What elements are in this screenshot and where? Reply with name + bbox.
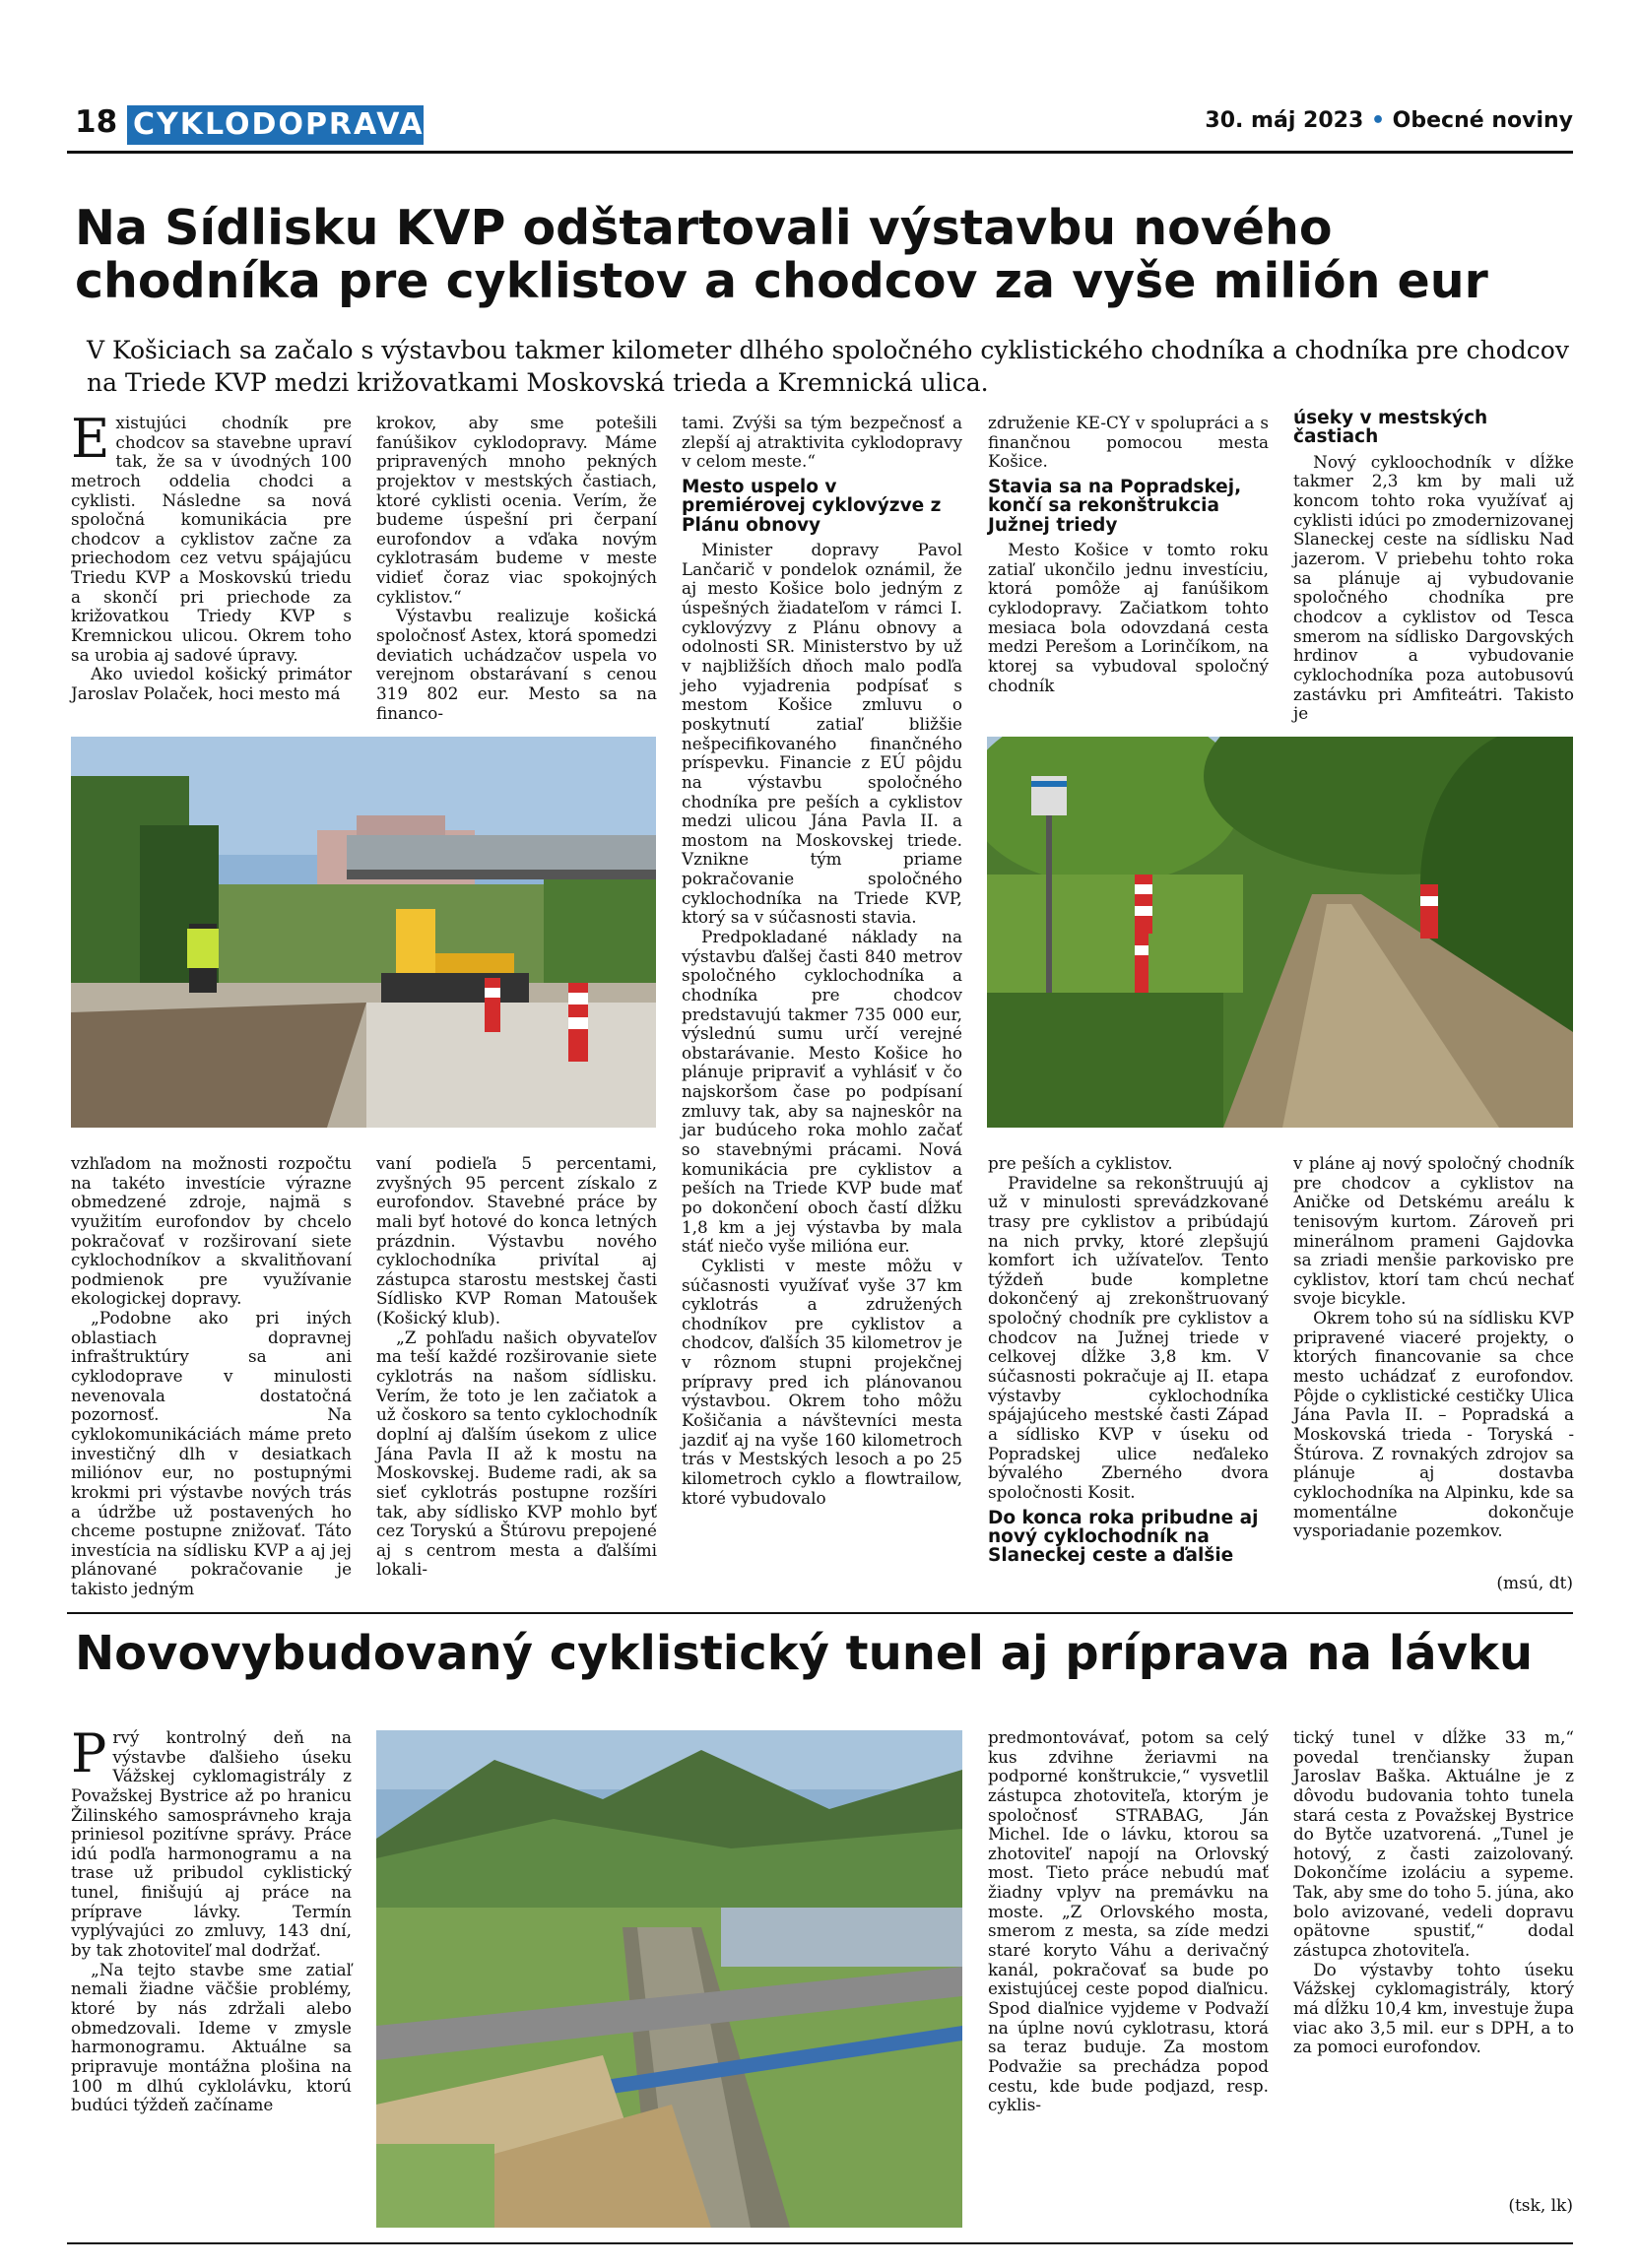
- author-credit: (tsk, lk): [1508, 2196, 1573, 2216]
- construction-photo: [71, 737, 656, 1128]
- paragraph: Nový cykloochodník v dĺžke takmer 2,3 km by mali už koncom tohto roka využívať aj cyklisti idúci po zmodernizovanej Slaneckej ceste na sídlisku Nad jazerom. V priebehu tohto roka sa plánuje aj vybudovanie spoločného chodníka pre chodcov a cyklistov od Tesca smerom na sídlisko Dargovských hrdinov a vybudovanie cyklochodníka poza autobusovú zastávku pri Amfiteátri. Takisto je: [1293, 451, 1574, 724]
- paragraph: Do výstavby tohto úseku Vážskej cyklomagistrály, ktorý má dĺžku 10,4 km, investuje župa viac ako 3,5 mil. eur s DPH, a to za pomoci eurofondov.: [1293, 1959, 1574, 2057]
- header-rule: [67, 151, 1573, 154]
- paragraph: „Na tejto stavbe sme zatiaľ nemali žiadne väčšie problémy, ktoré by nás zdržali alebo obmedzovali. Ideme v zmysle harmonogramu. Aktuálne sa pripravuje montážna plošina na 100 m dlhú cyklolávku, ktorú budúci týždeň začíname: [71, 1959, 352, 2115]
- publication-name: Obecné noviny: [1392, 108, 1573, 133]
- paragraph: Mesto Košice v tomto roku zatiaľ ukončilo jednu investíciu, ktorá pomôže aj fanúšikom cyklodopravy. Začiatkom tohto mesiaca bola odovzdaná cesta medzi Perešom a Lorinčíkom, na ktorej sa vybudoval spoločný chodník: [988, 540, 1269, 695]
- subheading: úseky v mestských častiach: [1293, 408, 1488, 448]
- article2-headline: Novovybudovaný cyklistický tunel aj príprava na lávku: [75, 1626, 1533, 1681]
- a2-col1: [71, 1722, 352, 2115]
- paragraph: „Z pohľadu našich obyvateľov ma teší každé rozširovanie siete cyklotrás na našom sídlisku. Verím, že toto je len začiatok a už čoskoro sa tento cyklochodník doplní aj ďalším úsekom z ulice Jána Pavla II až k mostu na Moskovskej. Budeme radi, ak sa sieť cyklotrás postupne rozšíri tak, aby sídlisko KVP mohlo byť cez Toryskú a Štúrovu prepojené aj s centrom mesta a ďalšími lokali-: [376, 1327, 657, 1580]
- footer-rule: [67, 2242, 1573, 2244]
- section-label: CYKLODOPRAVA: [127, 105, 424, 145]
- subheading: Stavia sa na Popradskej, končí sa rekonštrukcia Južnej triedy: [988, 476, 1242, 536]
- a1-col5-bottom: [1293, 1154, 1574, 1541]
- article1-lead: V Košiciach sa začalo s výstavbou takmer kilometer dlhého spoločného cyklistického chodníka a chodníka pre chodcov na Triede KVP medzi križovatkami Moskovská trieda a Kremnická ulica.: [87, 336, 1569, 397]
- paragraph: vzhľadom na možnosti rozpočtu na takéto investície výrazne obmedzené zdroje, najmä s využitím eurofondov by chcelo pokračovať v rozširovaní siete cyklochodníkov a skvalitňovaní podmienok pre využívanie ekologickej dopravy.: [71, 1153, 352, 1309]
- paragraph: Cyklisti v meste môžu v súčasnosti využívať vyše 37 km cyklotrás a združených chodníkov pre cyklistov a chodcov, ďalších 35 kilometrov je v rôznom stupni projekčnej prípravy pred ich plánovanou výstavbou. Okrem toho môžu Košičania a návštevníci mesta jazdiť aj na vyše 160 kilometroch trás v Mestských lesoch a po 25 kilometroch cyklo a flowtrailow, ktoré vybudovalo: [682, 1255, 962, 1508]
- paragraph: tický tunel v dĺžke 33 m,“ povedal trenčiansky župan Jaroslav Baška. Aktuálne je z dôvodu budovania tohto tunela stará cesta z Považskej Bystrice do Bytče uzatvorená. „Tunel je hotový, z časti zaizolovaný. Dokončíme izoláciu a sypeme. Tak, aby sme do toho 5. júna, ako bolo avizované, vedeli dopravu opätovne spustiť,“ dodal zástupca zhotoviteľa.: [1293, 1727, 1574, 1961]
- paragraph: vaní podieľa 5 percentami, zvyšných 95 percent získalo z eurofondov. Stavebné práce by mali byť hotové do konca letných prázdnin. Výstavbu nového cyklochodníka privítal aj zástupca starostu mestskej časti Sídlisko KVP Roman Matoušek (Košický klub).: [376, 1153, 657, 1328]
- paragraph: krokov, aby sme potešili fanúšikov cyklodopravy. Máme pripravených mnoho pekných projektov v mestských častiach, ktoré cyklisti ocenia. Verím, že budeme úspešní pri čerpaní eurofondov a vďaka novým cyklotrasám budeme v meste vidieť čoraz viac spokojných cyklistov.“: [376, 413, 657, 607]
- a1-col3: [682, 414, 962, 1508]
- a1-col4-bottom: [988, 1154, 1269, 1572]
- paragraph: tami. Zvýši sa tým bezpečnosť a zlepší aj atraktivita cyklodopravy v celom meste.“: [682, 413, 962, 472]
- a1-col1-top: [71, 408, 352, 704]
- drop-cap: E: [71, 408, 110, 470]
- paragraph: Minister dopravy Pavol Lančarič v pondelok oznámil, že aj mesto Košice bolo jedným z úspešných žiadateľom v rámci I. cyklovýzvy z Plánu obnovy a odolnosti SR. Ministerstvo by už v najbližších dňoch malo podľa jeho vyjadrenia podpísať s mestom Košice zmluvu o poskytnutí zatiaľ bližšie nešpecifikovaného finančného príspevku. Financie z EÚ pôjdu na výstavbu spoločného chodníka pre peších a cyklistov medzi ulicou Jána Pavla II. a mostom na Moskovskej triede. Vznikne tým priame pokračovanie spoločného cyklochodníka na Triede KVP, ktorý sa v súčasnosti stavia.: [682, 540, 962, 928]
- page-number: 18: [75, 104, 118, 140]
- a1-col2-top: [376, 414, 657, 723]
- issue-info: [1205, 108, 1573, 133]
- separator-dot: •: [1370, 108, 1385, 133]
- a1-col1-bottom: [71, 1154, 352, 1599]
- article-divider: [67, 1612, 1573, 1614]
- river-aerial-photo: [376, 1730, 962, 2228]
- a2-col3: [1293, 1728, 1574, 2057]
- paragraph: „Podobne ako pri iných oblastiach dopravnej infraštruktúry sa ani cyklodoprave v minulosti nevenovala dostatočná pozornosť. Na cyklokomunikáciách máme preto investičný dlh v desiatkach miliónov eur, no postupnými krokmi pri výstavbe nových trás a údržbe už postavených ho chceme postupne znižovať. Táto investícia na sídlisku KVP a aj jej plánované pokračovanie je takisto jedným: [71, 1308, 352, 1599]
- subheading: Do konca roka pribudne aj nový cyklochodník na Slaneckej ceste a ďalšie: [988, 1507, 1259, 1567]
- paragraph: v pláne aj nový spoločný chodník pre chodcov a cyklistov na Aničke od Detskému areálu k tenisovým kurtom. Zároveň pri minerálnom prameni Gajdovka sa zriadi menšie parkovisko pre cyklistov, ktorí tam chcú nechať svoje bicykle.: [1293, 1153, 1574, 1309]
- a1-col2-bottom: [376, 1154, 657, 1580]
- article1-headline: Na Sídlisku KVP odštartovali výstavbu nového chodníka pre cyklistov a chodcov za vyše milión eur: [75, 200, 1488, 309]
- paragraph: združenie KE-CY v spolupráci a s finančnou pomocou mesta Košice.: [988, 413, 1269, 472]
- path-photo: [987, 737, 1573, 1128]
- paragraph: predmontovávať, potom sa celý kus zdvihne žeriavmi na podporné konštrukcie,“ vysvetlil zástupca zhotoviteľa, ktorým je spoločnosť STRABAG, Ján Michel. Ide o lávku, ktorou sa zhotoviteľ napojí na Orlovský most. Tieto práce nebudú mať žiadny vplyv na premávku na moste. „Z Orlovského mosta, smerom z mesta, sa zíde medzi staré koryto Váhu a derivačný kanál, pokračovať sa bude po existujúcej ceste popod diaľnicu. Spod diaľnice vyjdeme v Podvaží na úplne novú cyklotrasu, ktorá sa teraz buduje. Za mostom Podvažie sa prechádza popod cestu, kde bude podjazd, resp. cyklis-: [988, 1727, 1269, 2115]
- paragraph: xistujúci chodník pre chodcov sa stavebne upraví tak, že sa v úvodných 100 metroch oddelia chodci a cyklisti. Následne sa nová spoločná komunikácia pre chodcov a cyklistov začne za priechodom cez vetvu spájajúcu Triedu KVP a Moskovskú triedu a skončí pri priechode za križovatkou Triedy KVP s Kremnickou ulicou. Okrem toho sa urobia aj sadové úpravy.: [71, 413, 352, 665]
- paragraph: pre peších a cyklistov.: [988, 1153, 1173, 1173]
- subheading: Mesto uspelo v premiérovej cyklovýzve z Plánu obnovy: [682, 476, 942, 536]
- paragraph: rvý kontrolný deň na výstavbe ďalšieho úseku Vážskej cyklomagistrály z Považskej Bystrice až po hranicu Žilinského samosprávneho kraja priniesol pozitívne správy. Práce idú podľa harmonogramu a na trase už pribudol cyklistický tunel, finišujú aj práce na príprave lávky. Termín vyplývajúci zo zmluvy, 143 dní, by tak zhotoviteľ mal dodržať.: [71, 1727, 352, 1961]
- paragraph: Predpokladané náklady na výstavbu ďalšej časti 840 metrov spoločného cyklochodníka a chodníka pre chodcov predstavujú takmer 735 000 eur, výslednú sumu určí verejné obstarávanie. Mesto Košice ho plánuje pripraviť a vyhlásiť v čo najskoršom čase po podpísaní zmluvy tak, aby sa najneskôr na jar budúceho roka mohlo začať so stavebnými prácami. Nová komunikácia pre cyklistov a peších na Triede KVP bude mať po dokončení oboch častí dĺžku 1,8 km a jej výstavba by mala stáť niečo vyše milióna eur.: [682, 927, 962, 1257]
- a2-col2: [988, 1728, 1269, 2115]
- author-credit: (msú, dt): [1496, 1574, 1573, 1593]
- a1-col5-top: [1293, 409, 1574, 724]
- paragraph: Výstavbu realizuje košická spoločnosť Astex, ktorá spomedzi deviatich uchádzačov uspela vo verejnom obstarávaní s cenou 319 802 eur. Mesto sa na financo-: [376, 606, 657, 723]
- paragraph: Okrem toho sú na sídlisku KVP pripravené viaceré projekty, o ktorých financovanie sa chce mesto uchádzať z eurofondov. Pôjde o cyklistické cestičky Ulica Jána Pavla II. – Popradská a Moskovská trieda - Toryská - Štúrova. Z rovnakých zdrojov sa plánuje aj dostavba cyklochodníka na Alpinku, kde sa momentálne dokončuje vysporiadanie pozemkov.: [1293, 1308, 1574, 1541]
- paragraph: Ako uviedol košický primátor Jaroslav Polaček, hoci mesto má: [71, 664, 352, 703]
- paragraph: Pravidelne sa rekonštruujú aj už v minulosti sprevádzkované trasy pre cyklistov a pribúdajú na nich prvky, ktoré zlepšujú komfort ich užívateľov. Tento týždeň bude kompletne dokončený aj zrekonštruovaný spoločný chodník pre cyklistov a chodcov na Južnej triede v celkovej dĺžke 3,8 km. V súčasnosti pokračuje aj II. etapa výstavby cyklochodníka spájajúceho mestské časti Západ a sídlisko KVP v úseku od Popradskej ulice neďaleko bývalého Zberného dvora spoločnosti Kosit.: [988, 1172, 1269, 1502]
- drop-cap: P: [71, 1722, 107, 1784]
- a1-col4-top: [988, 414, 1269, 695]
- issue-date: 30. máj 2023: [1205, 108, 1364, 133]
